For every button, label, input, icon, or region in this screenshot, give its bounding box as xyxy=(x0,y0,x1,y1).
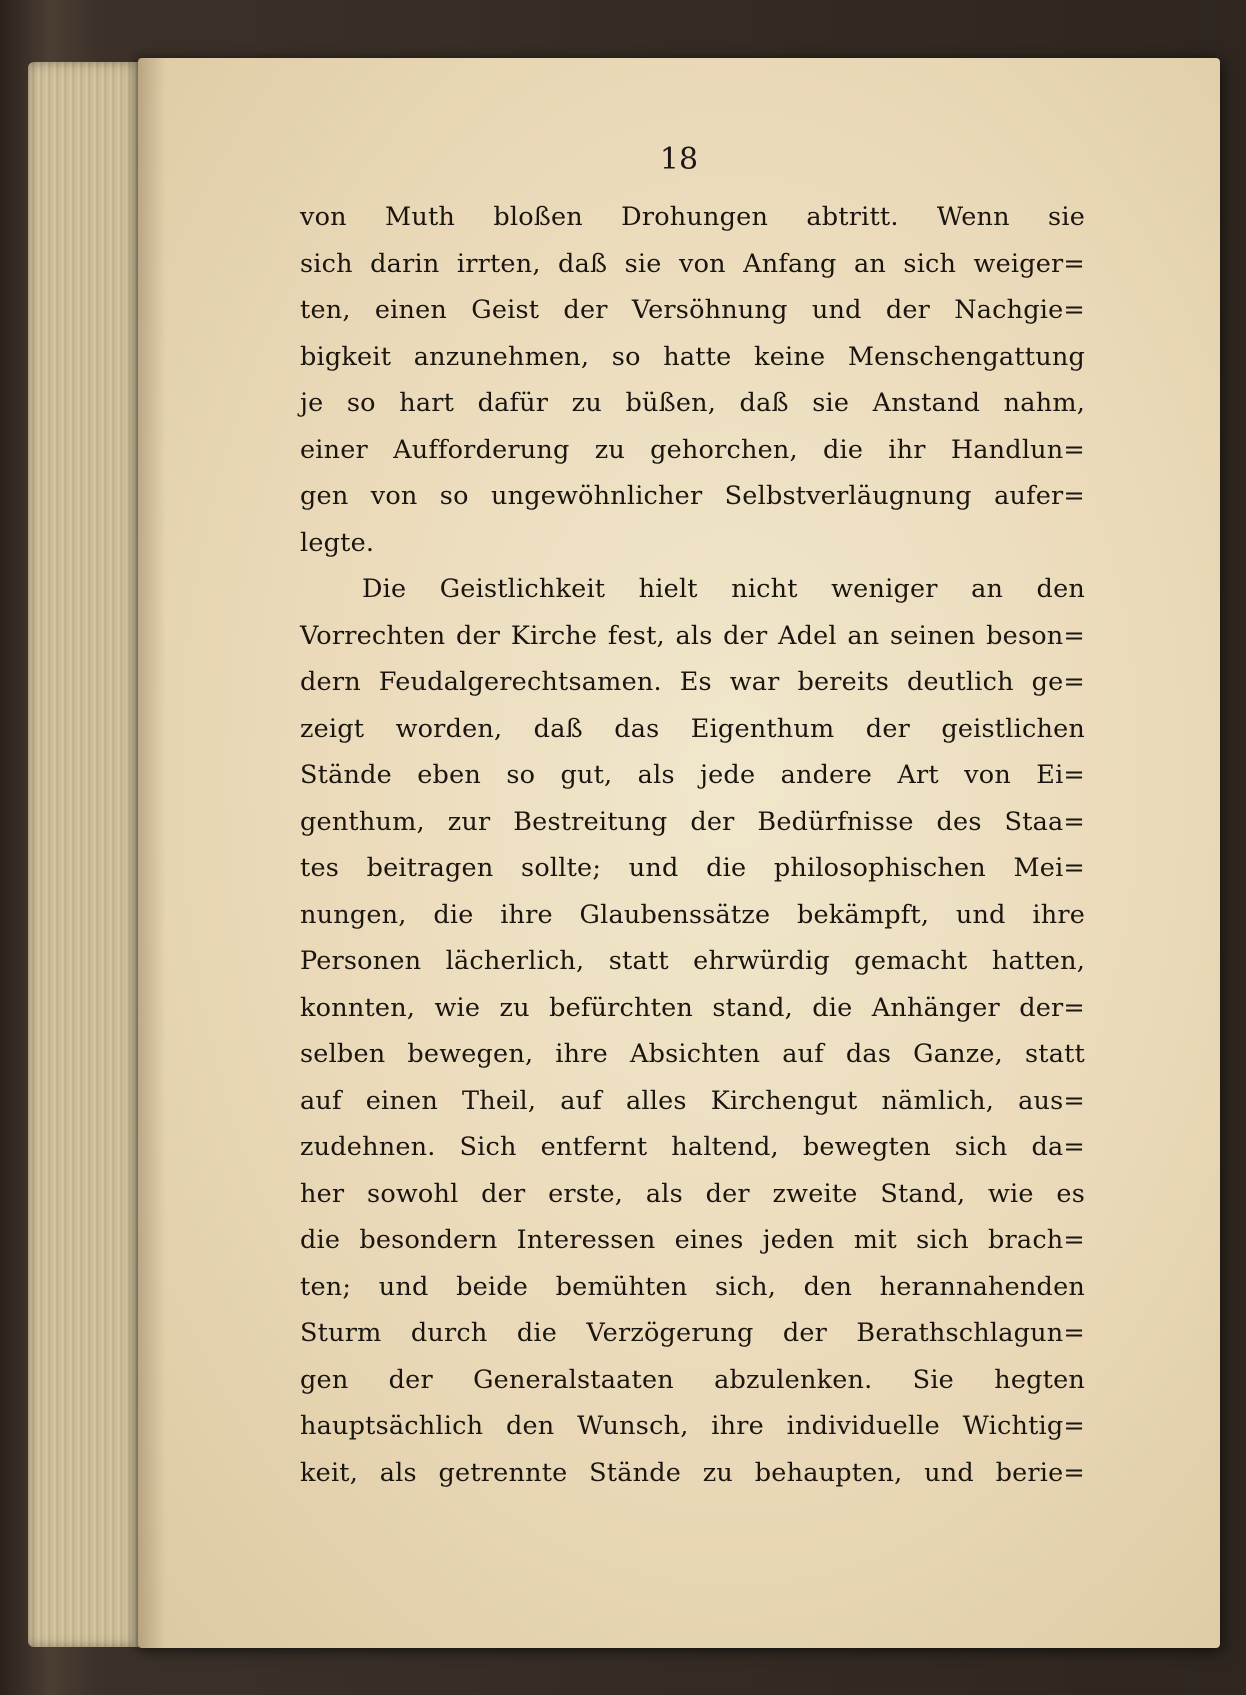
text-line: Die Geistlichkeit hielt nicht weniger an den xyxy=(362,574,1085,604)
text-line: Stände eben so gut, als jede andere Art von Ei= xyxy=(300,760,1085,790)
text-line: tes beitragen sollte; und die philosophischen Mei= xyxy=(300,853,1085,883)
text-line: selben bewegen, ihre Absichten auf das Ganze, statt xyxy=(300,1039,1085,1069)
text-line: Sturm durch die Verzögerung der Berathschlagun= xyxy=(300,1318,1085,1348)
text-line: bigkeit anzunehmen, so hatte keine Menschengattung xyxy=(300,341,1085,372)
text-line: die besondern Interessen eines jeden mit sich brach= xyxy=(300,1225,1085,1255)
text-line: hauptsächlich den Wunsch, ihre individuelle Wichtig= xyxy=(300,1411,1085,1441)
text-line: einer Aufforderung zu gehorchen, die ihr Handlun= xyxy=(300,434,1085,465)
text-line: zudehnen. Sich entfernt haltend, bewegten sich da= xyxy=(300,1132,1085,1162)
text-line: genthum, zur Bestreitung der Bedürfnisse des Staa= xyxy=(300,806,1085,837)
text-line: Personen lächerlich, statt ehrwürdig gemacht hatten, xyxy=(300,946,1085,976)
text-line: gen von so ungewöhnlicher Selbstverläugnung aufer= xyxy=(300,481,1085,511)
text-line: ten; und beide bemühten sich, den herannahenden xyxy=(300,1271,1085,1302)
text-line: dern Feudalgerechtsamen. Es war bereits deutlich ge= xyxy=(300,667,1085,697)
text-line: her sowohl der erste, als der zweite Stand, wie es xyxy=(300,1178,1085,1209)
page-edges xyxy=(28,62,148,1647)
text-line: auf einen Theil, auf alles Kirchengut nämlich, aus= xyxy=(300,1085,1085,1116)
text-line: Vorrechten der Kirche fest, als der Adel an seinen beson= xyxy=(300,620,1085,651)
text-line: sich darin irrten, daß sie von Anfang an sich weiger= xyxy=(300,248,1085,279)
text-line: von Muth bloßen Drohungen abtritt. Wenn sie xyxy=(300,202,1085,232)
text-line: keit, als getrennte Stände zu behaupten, und berie= xyxy=(300,1457,1085,1488)
text-line: zeigt worden, daß das Eigenthum der geistlichen xyxy=(300,713,1085,744)
text-line: nungen, die ihre Glaubenssätze bekämpft, und ihre xyxy=(300,899,1085,930)
text-line: konnten, wie zu befürchten stand, die Anhänger der= xyxy=(300,992,1085,1023)
text-line: ten, einen Geist der Versöhnung und der Nachgie= xyxy=(300,295,1085,325)
book-page xyxy=(138,58,1220,1648)
body-text xyxy=(300,194,1085,1496)
page-number: 18 xyxy=(659,142,699,177)
text-line: je so hart dafür zu büßen, daß sie Anstand nahm, xyxy=(300,388,1085,418)
text-line: gen der Generalstaaten abzulenken. Sie hegten xyxy=(300,1364,1085,1395)
text-line: legte. xyxy=(300,527,375,558)
